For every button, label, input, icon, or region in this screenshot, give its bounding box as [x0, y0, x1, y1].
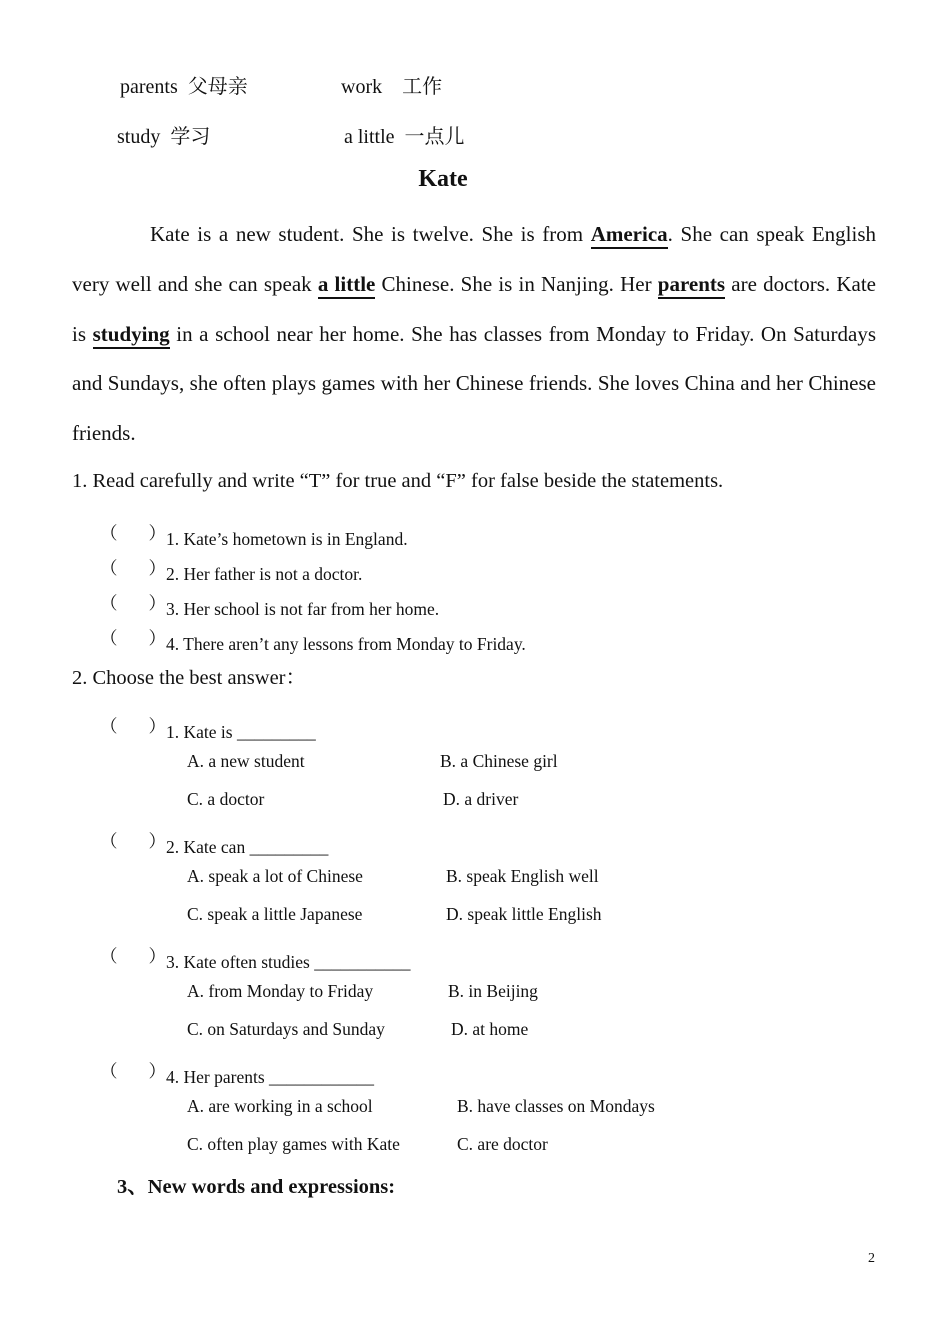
page-number: 2	[868, 1251, 875, 1266]
vocab-zh: 工作	[402, 76, 443, 98]
tf-statement	[100, 555, 362, 585]
option-c: C. on Saturdays and Sunday	[187, 1019, 385, 1039]
passage-text: . She can speak English very well and she can speak	[72, 222, 877, 296]
passage-title: Kate	[418, 166, 468, 192]
question-stem: 4. Her parents ____________	[166, 1067, 375, 1087]
tf-statement	[100, 625, 526, 655]
vocab-en: work	[341, 76, 383, 98]
vocab-zh: 学习	[170, 126, 211, 148]
answer-blank[interactable]: （ ）	[100, 558, 166, 578]
statement-text: 4. There aren’t any lessons from Monday to Friday.	[166, 634, 526, 654]
answer-blank[interactable]: （ ）	[100, 523, 166, 543]
mc-question	[100, 713, 316, 743]
answer-blank[interactable]: （ ）	[100, 716, 166, 736]
statement-text: 1. Kate’s hometown is in England.	[166, 529, 408, 549]
tf-statement	[100, 520, 408, 550]
vocab-en: parents	[120, 76, 178, 98]
mc-question	[100, 828, 328, 858]
keyword-studying: studying	[93, 322, 170, 349]
option-d: D. speak little English	[446, 904, 602, 924]
passage-text: Kate is a new student. She is twelve. She is from	[150, 222, 591, 246]
option-c: C. speak a little Japanese	[187, 904, 363, 924]
passage-text: in a school near her home. She has classes from Monday to Friday. On Saturdays and Sundays, she often plays games with her Chinese friends. She loves China and her Chinese friends.	[72, 321, 876, 446]
vocab-item-work	[341, 70, 442, 99]
option-b: B. speak English well	[446, 866, 599, 886]
vocab-en: a little	[344, 126, 395, 148]
option-a: A. a new student	[187, 751, 305, 771]
option-a: A. speak a lot of Chinese	[187, 866, 363, 886]
answer-blank[interactable]: （ ）	[100, 831, 166, 851]
vocab-item-study	[117, 120, 210, 149]
section2-heading: 2. Choose the best answer：	[72, 667, 306, 689]
passage-body	[72, 210, 876, 459]
vocab-zh: 一点儿	[404, 126, 465, 148]
option-c: C. often play games with Kate	[187, 1134, 400, 1154]
statement-text: 3. Her school is not far from her home.	[166, 599, 440, 619]
vocab-item-a-little	[344, 120, 465, 149]
option-d: C. are doctor	[457, 1134, 548, 1154]
vocab-item-parents	[120, 70, 248, 99]
passage-text: Chinese. She is in Nanjing. Her	[375, 271, 658, 296]
question-stem: 1. Kate is _________	[166, 722, 316, 742]
mc-question	[100, 943, 410, 973]
mc-question	[100, 1058, 374, 1088]
question-stem: 3. Kate often studies ___________	[166, 952, 411, 972]
section1-heading: 1. Read carefully and write “T” for true and “F” for false beside the statements.	[72, 470, 724, 492]
option-d: D. a driver	[443, 789, 519, 809]
option-b: B. in Beijing	[448, 981, 538, 1001]
option-b: B. have classes on Mondays	[457, 1096, 655, 1116]
option-a: A. are working in a school	[187, 1096, 373, 1116]
option-a: A. from Monday to Friday	[187, 981, 374, 1001]
tf-statement	[100, 590, 439, 620]
vocab-en: study	[117, 126, 161, 148]
passage-text: are doctors. Kate is	[72, 271, 876, 346]
option-c: C. a doctor	[187, 789, 265, 809]
keyword-parents: parents	[658, 272, 725, 299]
answer-blank[interactable]: （ ）	[100, 628, 166, 648]
option-b: B. a Chinese girl	[440, 751, 558, 771]
statement-text: 2. Her father is not a doctor.	[166, 564, 363, 584]
option-d: D. at home	[451, 1019, 529, 1039]
vocab-zh: 父母亲	[187, 76, 248, 98]
keyword-america: America	[591, 222, 668, 249]
question-stem: 2. Kate can _________	[166, 837, 329, 857]
answer-blank[interactable]: （ ）	[100, 946, 166, 966]
section3-heading: 3、New words and expressions:	[117, 1176, 396, 1198]
answer-blank[interactable]: （ ）	[100, 593, 166, 613]
answer-blank[interactable]: （ ）	[100, 1061, 166, 1081]
keyword-a-little: a little	[318, 272, 376, 299]
